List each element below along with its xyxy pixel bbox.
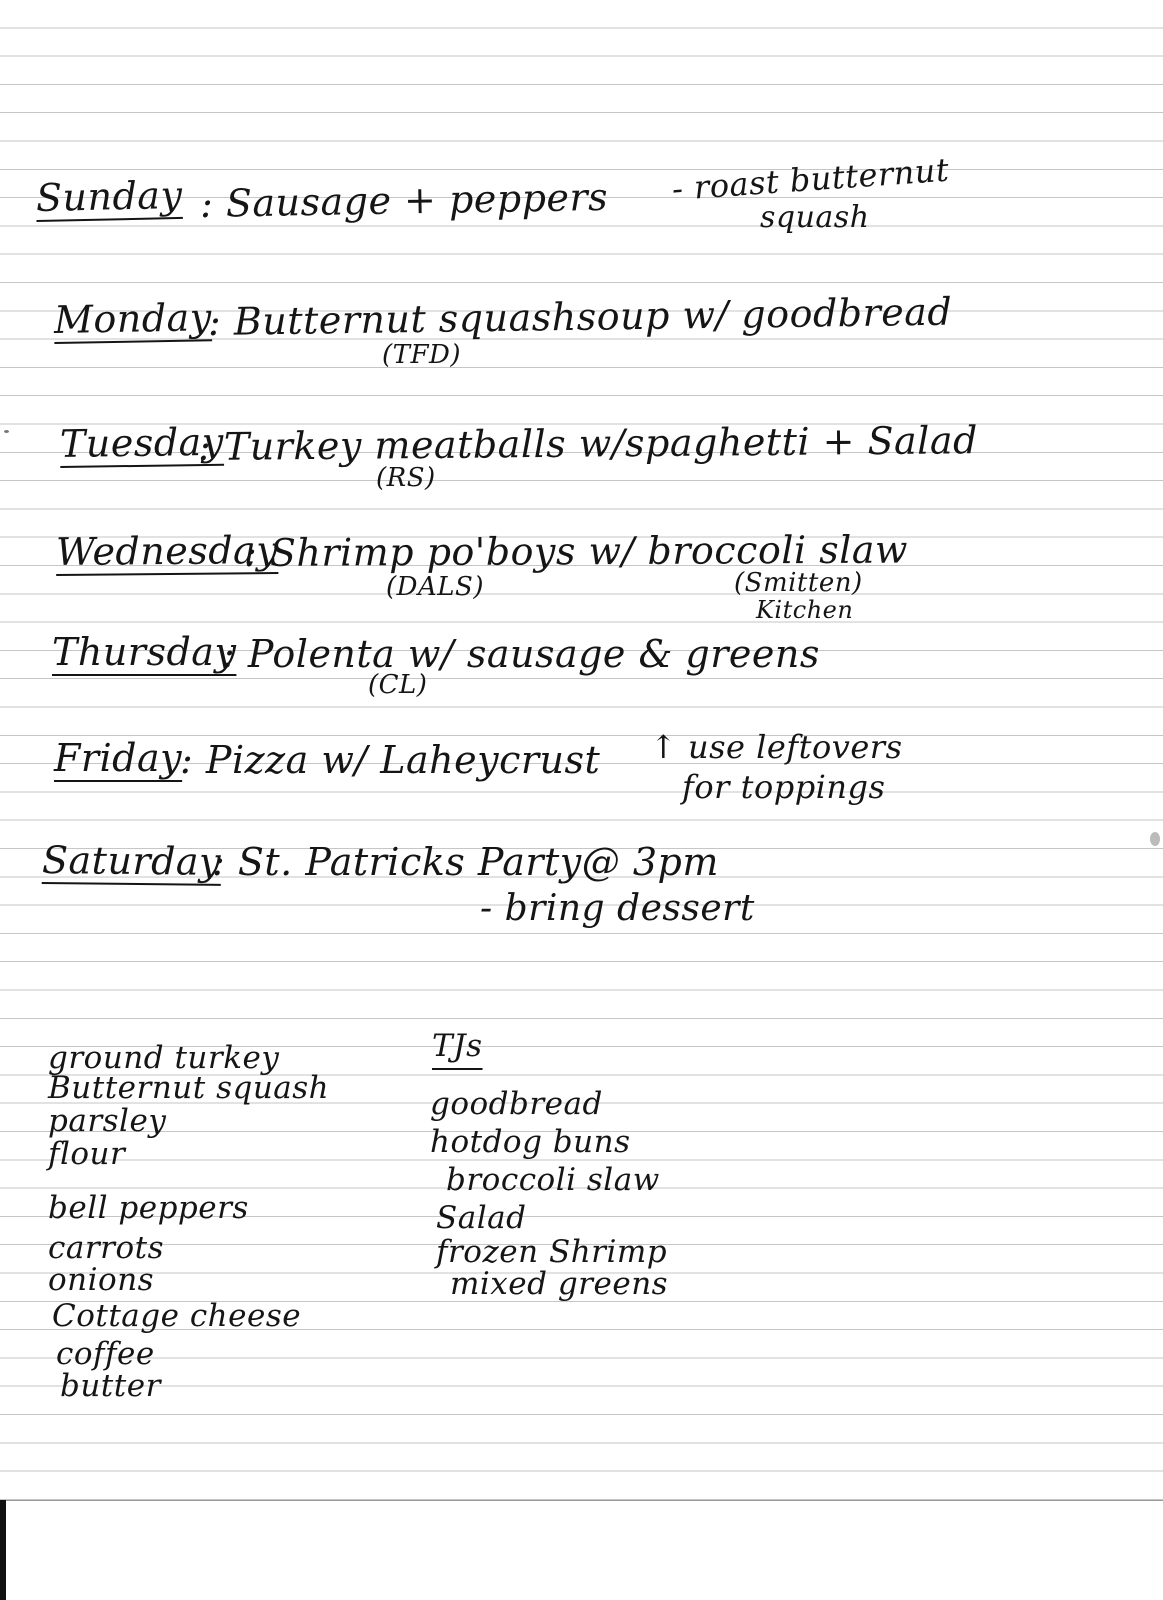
day-saturday: Saturday bbox=[41, 838, 222, 884]
day-friday: Friday bbox=[54, 736, 183, 780]
note-sunday-2: squash bbox=[760, 200, 870, 235]
note-wednesday-2: (Smitten) bbox=[734, 568, 863, 598]
day-tuesday: Tuesday bbox=[59, 419, 225, 466]
meal-monday: : Butternut squashsoup w/ goodbread bbox=[207, 289, 953, 344]
note-thursday: (CL) bbox=[368, 670, 428, 700]
grocery-item: carrots bbox=[48, 1230, 165, 1266]
grocery-item: Cottage cheese bbox=[52, 1298, 302, 1334]
meal-saturday: : St. Patricks Party@ 3pm bbox=[212, 840, 719, 884]
tjs-item: frozen Shrimp bbox=[436, 1234, 668, 1270]
day-monday: Monday bbox=[53, 295, 213, 342]
tjs-item: hotdog buns bbox=[430, 1124, 631, 1160]
note-friday-2: for toppings bbox=[682, 768, 886, 806]
meal-thursday: : Polenta w/ sausage & greens bbox=[222, 632, 820, 676]
day-sunday: Sunday bbox=[35, 172, 183, 220]
note-sunday: - roast butternut bbox=[670, 150, 951, 208]
day-wednesday: Wednesday bbox=[55, 528, 279, 574]
note-tuesday: (RS) bbox=[376, 463, 436, 493]
grocery-item: bell peppers bbox=[48, 1190, 249, 1226]
tjs-item: broccoli slaw bbox=[446, 1162, 660, 1198]
grocery-item: onions bbox=[48, 1262, 155, 1298]
grocery-item: ground turkey bbox=[48, 1040, 280, 1076]
tjs-item: goodbread bbox=[430, 1086, 603, 1122]
day-thursday: Thursday bbox=[52, 630, 237, 674]
tjs-item: Salad bbox=[436, 1200, 527, 1236]
meal-wednesday: : Shrimp po'boys w/ broccoli slaw bbox=[243, 527, 909, 575]
scan-edge bbox=[0, 1500, 6, 1600]
note-wednesday-3: Kitchen bbox=[756, 596, 854, 624]
tjs-heading: TJs bbox=[432, 1028, 483, 1064]
tjs-item: mixed greens bbox=[450, 1266, 669, 1302]
scan-mark bbox=[1150, 832, 1160, 846]
grocery-item: parsley bbox=[48, 1103, 167, 1139]
grocery-item: coffee bbox=[56, 1336, 155, 1372]
note-wednesday: (DALS) bbox=[386, 572, 484, 602]
page-bottom-margin bbox=[0, 1500, 1163, 1600]
grocery-item: flour bbox=[48, 1136, 126, 1172]
meal-sunday: : Sausage + peppers bbox=[199, 174, 609, 226]
note-friday: ↑ use leftovers bbox=[650, 728, 903, 766]
grocery-item: Butternut squash bbox=[48, 1070, 330, 1106]
note-monday: (TFD) bbox=[382, 340, 462, 370]
grocery-item: butter bbox=[60, 1368, 161, 1404]
note-saturday: - bring dessert bbox=[480, 888, 755, 929]
scan-mark bbox=[4, 430, 9, 433]
meal-tuesday: : Turkey meatballs w/spaghetti + Salad bbox=[197, 418, 979, 469]
meal-friday: : Pizza w/ Laheycrust bbox=[180, 738, 601, 782]
